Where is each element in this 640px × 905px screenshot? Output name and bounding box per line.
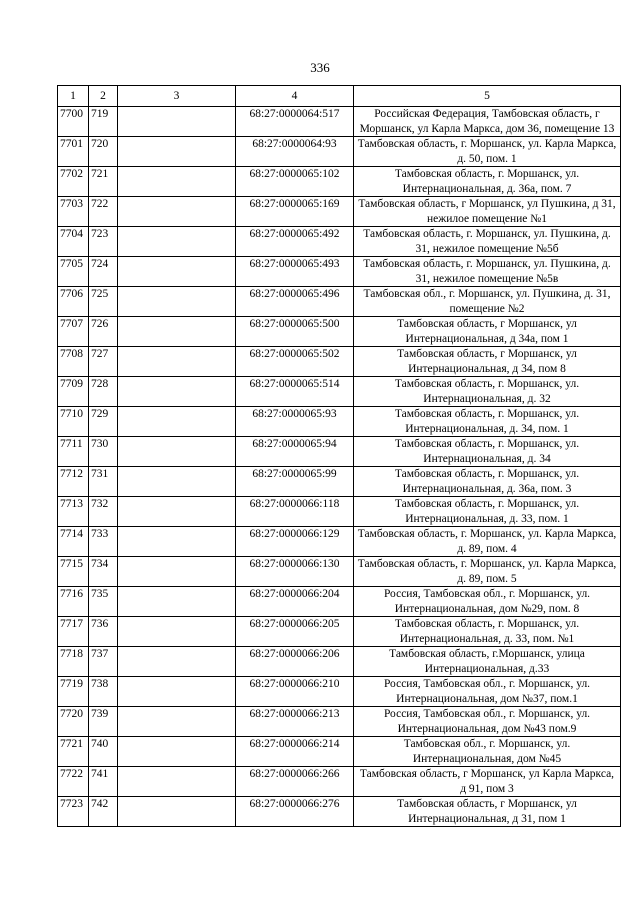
table-row <box>58 347 621 377</box>
empty-cell <box>118 347 236 377</box>
cadastral-number-cell: 68:27:0000064:517 <box>236 107 354 137</box>
empty-cell <box>118 647 236 677</box>
empty-cell <box>118 107 236 137</box>
item-number-cell: 739 <box>89 707 118 737</box>
empty-cell <box>118 167 236 197</box>
row-number-cell: 7709 <box>58 377 89 407</box>
row-number-cell: 7713 <box>58 497 89 527</box>
property-registry-table <box>57 85 621 827</box>
row-number-cell: 7706 <box>58 287 89 317</box>
address-cell: Российская Федерация, Тамбовская область, г Моршанск, ул Карла Маркса, дом 36, помещение 13 <box>354 107 621 137</box>
empty-cell <box>118 497 236 527</box>
table-row <box>58 707 621 737</box>
cadastral-number-cell: 68:27:0000066:205 <box>236 617 354 647</box>
row-number-cell: 7704 <box>58 227 89 257</box>
address-cell: Тамбовская область, г. Моршанск, ул. Интернациональная, д. 36а, пом. 3 <box>354 467 621 497</box>
row-number-cell: 7717 <box>58 617 89 647</box>
cadastral-number-cell: 68:27:0000065:493 <box>236 257 354 287</box>
empty-cell <box>118 317 236 347</box>
table-row <box>58 557 621 587</box>
address-cell: Тамбовская область, г.Моршанск, улица Интернациональная, д.33 <box>354 647 621 677</box>
table-row <box>58 227 621 257</box>
row-number-cell: 7720 <box>58 707 89 737</box>
empty-cell <box>118 227 236 257</box>
row-number-cell: 7718 <box>58 647 89 677</box>
cadastral-number-cell: 68:27:0000065:169 <box>236 197 354 227</box>
item-number-cell: 742 <box>89 797 118 827</box>
row-number-cell: 7712 <box>58 467 89 497</box>
table-row <box>58 497 621 527</box>
row-number-cell: 7708 <box>58 347 89 377</box>
cadastral-number-cell: 68:27:0000065:500 <box>236 317 354 347</box>
cadastral-number-cell: 68:27:0000065:502 <box>236 347 354 377</box>
item-number-cell: 731 <box>89 467 118 497</box>
header-col-2: 2 <box>89 86 118 107</box>
cadastral-number-cell: 68:27:0000065:93 <box>236 407 354 437</box>
cadastral-number-cell: 68:27:0000066:129 <box>236 527 354 557</box>
table-row <box>58 527 621 557</box>
cadastral-number-cell: 68:27:0000066:213 <box>236 707 354 737</box>
item-number-cell: 733 <box>89 527 118 557</box>
table-row <box>58 587 621 617</box>
address-cell: Тамбовская область, г. Моршанск, ул. Интернациональная, д. 36а, пом. 7 <box>354 167 621 197</box>
row-number-cell: 7707 <box>58 317 89 347</box>
item-number-cell: 736 <box>89 617 118 647</box>
table-row <box>58 797 621 827</box>
table-row <box>58 437 621 467</box>
item-number-cell: 727 <box>89 347 118 377</box>
header-col-4: 4 <box>236 86 354 107</box>
address-cell: Тамбовская область, г Моршанск, ул Пушкина, д 31, нежилое помещение №1 <box>354 197 621 227</box>
address-cell: Тамбовская область, г Моршанск, ул Интернациональная, д 31, пом 1 <box>354 797 621 827</box>
table-row <box>58 287 621 317</box>
address-cell: Тамбовская обл., г. Моршанск, ул. Интернациональная, дом №45 <box>354 737 621 767</box>
cadastral-number-cell: 68:27:0000066:204 <box>236 587 354 617</box>
table-row <box>58 647 621 677</box>
cadastral-number-cell: 68:27:0000065:492 <box>236 227 354 257</box>
item-number-cell: 728 <box>89 377 118 407</box>
cadastral-number-cell: 68:27:0000066:130 <box>236 557 354 587</box>
table-row <box>58 767 621 797</box>
address-cell: Тамбовская область, г. Моршанск, ул. Карла Маркса, д. 89, пом. 4 <box>354 527 621 557</box>
item-number-cell: 724 <box>89 257 118 287</box>
empty-cell <box>118 407 236 437</box>
cadastral-number-cell: 68:27:0000064:93 <box>236 137 354 167</box>
cadastral-number-cell: 68:27:0000065:102 <box>236 167 354 197</box>
table-row <box>58 197 621 227</box>
cadastral-number-cell: 68:27:0000065:496 <box>236 287 354 317</box>
empty-cell <box>118 557 236 587</box>
row-number-cell: 7703 <box>58 197 89 227</box>
cadastral-number-cell: 68:27:0000066:276 <box>236 797 354 827</box>
empty-cell <box>118 197 236 227</box>
table-row <box>58 407 621 437</box>
header-row <box>58 86 621 107</box>
empty-cell <box>118 377 236 407</box>
table-row <box>58 317 621 347</box>
item-number-cell: 730 <box>89 437 118 467</box>
table-row <box>58 677 621 707</box>
row-number-cell: 7715 <box>58 557 89 587</box>
empty-cell <box>118 677 236 707</box>
row-number-cell: 7702 <box>58 167 89 197</box>
address-cell: Тамбовская область, г Моршанск, ул Интернациональная, д 34а, пом 1 <box>354 317 621 347</box>
empty-cell <box>118 287 236 317</box>
item-number-cell: 725 <box>89 287 118 317</box>
address-cell: Тамбовская область, г Моршанск, ул Карла Маркса, д 91, пом 3 <box>354 767 621 797</box>
address-cell: Тамбовская область, г. Моршанск, ул. Пушкина, д. 31, нежилое помещение №5в <box>354 257 621 287</box>
row-number-cell: 7711 <box>58 437 89 467</box>
table-row <box>58 737 621 767</box>
cadastral-number-cell: 68:27:0000066:118 <box>236 497 354 527</box>
address-cell: Тамбовская область, г. Моршанск, ул. Интернациональная, д. 33, пом. 1 <box>354 497 621 527</box>
table-body <box>58 107 621 827</box>
row-number-cell: 7705 <box>58 257 89 287</box>
address-cell: Тамбовская область, г. Моршанск, ул. Карла Маркса, д. 50, пом. 1 <box>354 137 621 167</box>
cadastral-number-cell: 68:27:0000065:99 <box>236 467 354 497</box>
empty-cell <box>118 137 236 167</box>
table-row <box>58 257 621 287</box>
table-row <box>58 137 621 167</box>
address-cell: Тамбовская область, г. Моршанск, ул. Пушкина, д. 31, нежилое помещение №5б <box>354 227 621 257</box>
item-number-cell: 729 <box>89 407 118 437</box>
address-cell: Тамбовская область, г. Моршанск, ул. Интернациональная, д. 34, пом. 1 <box>354 407 621 437</box>
empty-cell <box>118 707 236 737</box>
table-row <box>58 167 621 197</box>
table-row <box>58 107 621 137</box>
row-number-cell: 7710 <box>58 407 89 437</box>
row-number-cell: 7721 <box>58 737 89 767</box>
cadastral-number-cell: 68:27:0000065:514 <box>236 377 354 407</box>
empty-cell <box>118 437 236 467</box>
item-number-cell: 732 <box>89 497 118 527</box>
item-number-cell: 721 <box>89 167 118 197</box>
item-number-cell: 726 <box>89 317 118 347</box>
address-cell: Россия, Тамбовская обл., г. Моршанск, ул. Интернациональная, дом №29, пом. 8 <box>354 587 621 617</box>
cadastral-number-cell: 68:27:0000066:266 <box>236 767 354 797</box>
item-number-cell: 740 <box>89 737 118 767</box>
item-number-cell: 735 <box>89 587 118 617</box>
table-row <box>58 467 621 497</box>
item-number-cell: 723 <box>89 227 118 257</box>
empty-cell <box>118 767 236 797</box>
address-cell: Тамбовская область, г. Моршанск, ул. Интернациональная, д. 32 <box>354 377 621 407</box>
item-number-cell: 719 <box>89 107 118 137</box>
address-cell: Тамбовская область, г. Моршанск, ул. Интернациональная, д. 34 <box>354 437 621 467</box>
address-cell: Россия, Тамбовская обл., г. Моршанск, ул. Интернациональная, дом №37, пом.1 <box>354 677 621 707</box>
row-number-cell: 7719 <box>58 677 89 707</box>
row-number-cell: 7716 <box>58 587 89 617</box>
empty-cell <box>118 797 236 827</box>
page-number: 336 <box>310 60 330 75</box>
address-cell: Тамбовская область, г. Моршанск, ул. Интернациональная, д. 33, пом. №1 <box>354 617 621 647</box>
empty-cell <box>118 527 236 557</box>
item-number-cell: 734 <box>89 557 118 587</box>
address-cell: Тамбовская область, г Моршанск, ул Интернациональная, д 34, пом 8 <box>354 347 621 377</box>
address-cell: Тамбовская область, г. Моршанск, ул. Карла Маркса, д. 89, пом. 5 <box>354 557 621 587</box>
cadastral-number-cell: 68:27:0000066:210 <box>236 677 354 707</box>
empty-cell <box>118 257 236 287</box>
row-number-cell: 7722 <box>58 767 89 797</box>
row-number-cell: 7700 <box>58 107 89 137</box>
table-header <box>58 86 621 107</box>
empty-cell <box>118 617 236 647</box>
table-row <box>58 617 621 647</box>
header-col-5: 5 <box>354 86 621 107</box>
cadastral-number-cell: 68:27:0000066:214 <box>236 737 354 767</box>
item-number-cell: 737 <box>89 647 118 677</box>
item-number-cell: 738 <box>89 677 118 707</box>
cadastral-number-cell: 68:27:0000065:94 <box>236 437 354 467</box>
row-number-cell: 7714 <box>58 527 89 557</box>
table-row <box>58 377 621 407</box>
item-number-cell: 720 <box>89 137 118 167</box>
item-number-cell: 741 <box>89 767 118 797</box>
address-cell: Тамбовская обл., г. Моршанск, ул. Пушкина, д. 31, помещение №2 <box>354 287 621 317</box>
empty-cell <box>118 587 236 617</box>
item-number-cell: 722 <box>89 197 118 227</box>
empty-cell <box>118 467 236 497</box>
cadastral-number-cell: 68:27:0000066:206 <box>236 647 354 677</box>
empty-cell <box>118 737 236 767</box>
row-number-cell: 7723 <box>58 797 89 827</box>
header-col-1: 1 <box>58 86 89 107</box>
address-cell: Россия, Тамбовская обл., г. Моршанск, ул. Интернациональная, дом №43 пом.9 <box>354 707 621 737</box>
row-number-cell: 7701 <box>58 137 89 167</box>
header-col-3: 3 <box>118 86 236 107</box>
